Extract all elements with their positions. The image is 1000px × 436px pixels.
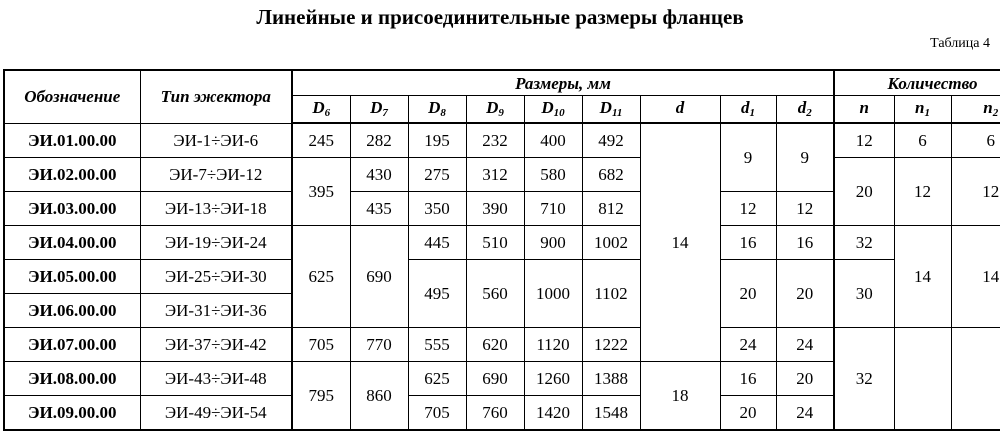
table-row [4,158,1000,192]
cell-d10: 1000 [524,260,582,328]
cell-d1: 20 [720,260,776,328]
cell-ejector-type: ЭИ-25÷ЭИ-30 [140,260,292,294]
header-d9: $D_9$ [466,96,524,124]
cell-d9: 760 [466,396,524,431]
cell-d: 18 [640,362,720,431]
header-designation: Обозначение [4,70,140,123]
cell-d9: 690 [466,362,524,396]
cell-d2: 20 [776,362,834,396]
cell-n2: 12 [951,158,1000,226]
cell-d1: 16 [720,226,776,260]
header-d1: $d_1$ [720,96,776,124]
cell-d8: 495 [408,260,466,328]
cell-ejector-type: ЭИ-13÷ЭИ-18 [140,192,292,226]
cell-n2: 6 [951,123,1000,158]
page-title: Линейные и присоединительные размеры фланцев [256,5,744,29]
cell-n: 32 [834,226,894,260]
cell-d11: 1002 [582,226,640,260]
cell-designation: ЭИ.05.00.00 [4,260,140,294]
cell-d11: 1222 [582,328,640,362]
cell-d10: 1120 [524,328,582,362]
cell-d9: 560 [466,260,524,328]
cell-designation: ЭИ.07.00.00 [4,328,140,362]
flange-dimensions-table [3,69,1000,431]
cell-d10: 1260 [524,362,582,396]
cell-d10: 710 [524,192,582,226]
cell-n1: 6 [894,123,951,158]
table-row [4,123,1000,158]
cell-n2 [951,328,1000,431]
cell-designation: ЭИ.06.00.00 [4,294,140,328]
cell-d8: 625 [408,362,466,396]
header-d: d [640,96,720,124]
table-row [4,260,1000,294]
cell-designation: ЭИ.03.00.00 [4,192,140,226]
cell-d6: 625 [292,226,350,328]
cell-d1: 9 [720,123,776,192]
cell-ejector-type: ЭИ-43÷ЭИ-48 [140,362,292,396]
cell-d8: 350 [408,192,466,226]
cell-d10: 400 [524,123,582,158]
cell-d1: 20 [720,396,776,431]
cell-n: 20 [834,158,894,226]
cell-d6: 395 [292,158,350,226]
cell-d6: 705 [292,328,350,362]
cell-d7: 770 [350,328,408,362]
cell-d8: 705 [408,396,466,431]
cell-d2: 16 [776,226,834,260]
header-dimensions-group: Размеры, мм [292,70,834,96]
cell-d7: 430 [350,158,408,192]
cell-designation: ЭИ.04.00.00 [4,226,140,260]
cell-d6: 245 [292,123,350,158]
cell-d8: 445 [408,226,466,260]
cell-d7: 860 [350,362,408,431]
cell-n2: 14 [951,226,1000,328]
cell-n: 32 [834,328,894,431]
header-n1: $n_1$ [894,96,951,124]
cell-d8: 275 [408,158,466,192]
cell-d2: 24 [776,328,834,362]
cell-d11: 1102 [582,260,640,328]
cell-d2: 9 [776,123,834,192]
cell-ejector-type: ЭИ-31÷ЭИ-36 [140,294,292,328]
cell-d8: 195 [408,123,466,158]
cell-designation: ЭИ.09.00.00 [4,396,140,431]
header-ejector-type: Тип эжектора [140,70,292,123]
cell-n1: 12 [894,158,951,226]
cell-d2: 24 [776,396,834,431]
header-quantity-group: Количество [834,70,1000,96]
cell-designation: ЭИ.08.00.00 [4,362,140,396]
cell-designation: ЭИ.02.00.00 [4,158,140,192]
cell-designation: ЭИ.01.00.00 [4,123,140,158]
header-n: n [834,96,894,124]
cell-d10: 900 [524,226,582,260]
header-d6: $D_6$ [292,96,350,124]
cell-d9: 312 [466,158,524,192]
cell-ejector-type: ЭИ-49÷ЭИ-54 [140,396,292,431]
cell-d6: 795 [292,362,350,431]
cell-d9: 620 [466,328,524,362]
cell-d9: 232 [466,123,524,158]
header-row-1 [4,70,1000,96]
cell-ejector-type: ЭИ-19÷ЭИ-24 [140,226,292,260]
table-row [4,328,1000,362]
cell-d11: 1388 [582,362,640,396]
cell-d9: 390 [466,192,524,226]
cell-ejector-type: ЭИ-37÷ЭИ-42 [140,328,292,362]
cell-n: 30 [834,260,894,328]
cell-d7: 690 [350,226,408,328]
cell-ejector-type: ЭИ-7÷ЭИ-12 [140,158,292,192]
cell-d10: 580 [524,158,582,192]
cell-d2: 20 [776,260,834,328]
cell-d7: 435 [350,192,408,226]
cell-d11: 492 [582,123,640,158]
header-d7: $D_7$ [350,96,408,124]
header-d10: $D_{10}$ [524,96,582,124]
cell-d11: 1548 [582,396,640,431]
cell-d7: 282 [350,123,408,158]
cell-d1: 24 [720,328,776,362]
cell-d11: 812 [582,192,640,226]
cell-n1 [894,328,951,431]
cell-d1: 16 [720,362,776,396]
header-d11: $D_{11}$ [582,96,640,124]
cell-ejector-type: ЭИ-1÷ЭИ-6 [140,123,292,158]
cell-n1: 14 [894,226,951,328]
header-n2: $n_2$ [951,96,1000,124]
cell-d11: 682 [582,158,640,192]
cell-d1: 12 [720,192,776,226]
cell-d8: 555 [408,328,466,362]
header-d8: $D_8$ [408,96,466,124]
cell-n: 12 [834,123,894,158]
cell-d2: 12 [776,192,834,226]
table-row [4,226,1000,260]
cell-d9: 510 [466,226,524,260]
header-d2: $d_2$ [776,96,834,124]
cell-d: 14 [640,123,720,362]
table-label: Таблица 4 [930,36,990,51]
cell-d10: 1420 [524,396,582,431]
